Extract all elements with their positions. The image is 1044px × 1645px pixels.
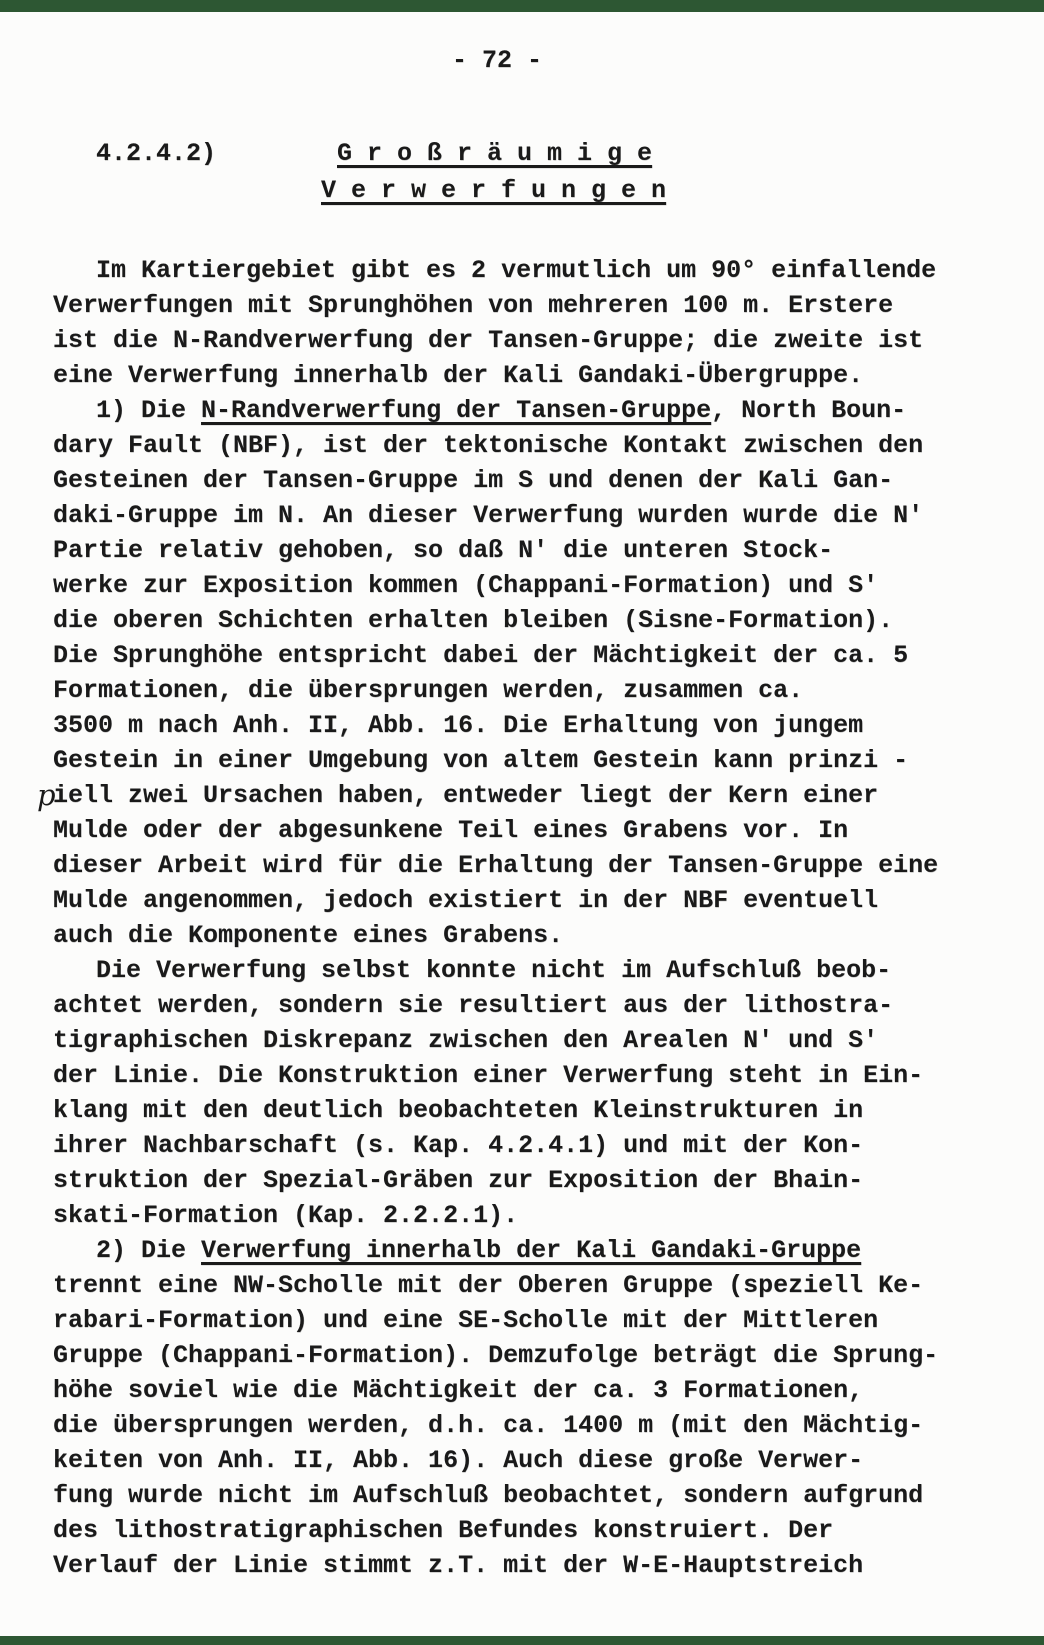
text-line: [53, 673, 1003, 708]
text-line: [53, 533, 1003, 568]
text-segment: 1) Die: [96, 396, 202, 425]
text-line: [53, 498, 1003, 533]
text-segment: die übersprungen werden, d.h. ca. 1400 m (mit den Mächtig-: [53, 1411, 924, 1440]
text-line: [53, 1198, 1003, 1233]
body-text: [37, 253, 1003, 1583]
text-line: [53, 813, 1003, 848]
text-segment: Mulde oder der abgesunkene Teil eines Grabens vor. In: [53, 816, 849, 845]
text-line: [53, 708, 1003, 743]
text-segment: achtet werden, sondern sie resultiert aus der lithostra-: [53, 991, 894, 1020]
text-line: [53, 1408, 1003, 1443]
text-segment: Partie relativ gehoben, so daß N' die unteren Stock-: [53, 536, 834, 565]
text-segment: die oberen Schichten erhalten bleiben (Sisne-Formation).: [53, 606, 894, 635]
text-segment: der Linie. Die Konstruktion einer Verwerfung steht in Ein-: [53, 1061, 924, 1090]
text-segment: höhe soviel wie die Mächtigkeit der ca. 3 Formationen,: [53, 1376, 864, 1405]
text-line: [53, 988, 1003, 1023]
section-title-line-2: [321, 173, 666, 208]
text-segment: rabari-Formation) und eine SE-Scholle mit der Mittleren: [53, 1306, 879, 1335]
text-segment: klang mit den deutlich beobachteten Kleinstrukturen in: [53, 1096, 864, 1125]
underlined-text: N-Randverwerfung der Tansen-Gruppe: [201, 396, 712, 425]
text-line: [53, 1303, 1003, 1338]
text-segment: 2) Die: [96, 1236, 202, 1265]
text-line: [53, 1093, 1003, 1128]
text-segment: des lithostratigraphischen Befundes konstruiert. Der: [53, 1516, 834, 1545]
text-line: [53, 918, 1003, 953]
text-segment: Gruppe (Chappani-Formation). Demzufolge beträgt die Sprung-: [53, 1341, 939, 1370]
text-segment: Die Verwerfung selbst konnte nicht im Aufschluß beob-: [96, 956, 892, 985]
section-title-text-2: V e r w e r f u n g e n: [321, 176, 667, 205]
text-segment: Im Kartiergebiet gibt es 2 vermutlich um 90° einfallende: [96, 256, 937, 285]
text-segment: keiten von Anh. II, Abb. 16). Auch diese große Verwer-: [53, 1446, 864, 1475]
underlined-text: Verwerfung innerhalb der Kali Gandaki-Gruppe: [201, 1236, 862, 1265]
text-line: [53, 1163, 1003, 1198]
section-number: 4.2.4.2): [96, 139, 217, 168]
text-segment: trennt eine NW-Scholle mit der Oberen Gruppe (speziell Ke-: [53, 1271, 924, 1300]
text-line: [53, 953, 1003, 988]
text-line: [53, 568, 1003, 603]
text-segment: eine Verwerfung innerhalb der Kali Gandaki-Übergruppe.: [53, 361, 864, 390]
text-segment: ist die N-Randverwerfung der Tansen-Gruppe; die zweite ist: [53, 326, 924, 355]
text-line: [53, 1338, 1003, 1373]
text-segment: Formationen, die übersprungen werden, zusammen ca.: [53, 676, 804, 705]
text-line: [53, 1548, 1003, 1583]
text-line: [53, 1443, 1003, 1478]
text-segment: , North Boun-: [711, 396, 907, 425]
text-segment: tigraphischen Diskrepanz zwischen den Arealen N' und S': [53, 1026, 879, 1055]
text-segment: struktion der Spezial-Gräben zur Exposition der Bhain-: [53, 1166, 864, 1195]
text-segment: Verlauf der Linie stimmt z.T. mit der W-E-Hauptstreich: [53, 1551, 864, 1580]
text-line: [53, 1478, 1003, 1513]
text-line: [53, 848, 1003, 883]
text-segment: Gesteinen der Tansen-Gruppe im S und denen der Kali Gan-: [53, 466, 894, 495]
text-segment: iell zwei Ursachen haben, entweder liegt der Kern einer: [53, 781, 879, 810]
text-line: [53, 638, 1003, 673]
text-segment: Die Sprunghöhe entspricht dabei der Mächtigkeit der ca. 5: [53, 641, 909, 670]
text-segment: daki-Gruppe im N. An dieser Verwerfung wurden wurde die N': [53, 501, 924, 530]
text-line: [53, 393, 1003, 428]
text-segment: dieser Arbeit wird für die Erhaltung der Tansen-Gruppe eine: [53, 851, 939, 880]
text-line: [53, 1023, 1003, 1058]
text-segment: Gestein in einer Umgebung von altem Gestein kann prinzi -: [53, 746, 909, 775]
text-line: [53, 1268, 1003, 1303]
text-segment: fung wurde nicht im Aufschluß beobachtet, sondern aufgrund: [53, 1481, 924, 1510]
scan-edge-bar-bottom: [0, 1636, 1044, 1645]
text-line: [53, 883, 1003, 918]
text-segment: ihrer Nachbarschaft (s. Kap. 4.2.4.1) und mit der Kon-: [53, 1131, 864, 1160]
text-line: [53, 288, 1003, 323]
text-line: [53, 743, 1003, 778]
text-line: [53, 428, 1003, 463]
text-segment: Mulde angenommen, jedoch existiert in der NBF eventuell: [53, 886, 879, 915]
section-title-text-1: G r o ß r ä u m i g e: [337, 139, 653, 168]
section-title-line-1: [337, 136, 652, 171]
text-segment: 3500 m nach Anh. II, Abb. 16. Die Erhaltung von jungem: [53, 711, 864, 740]
text-line: [53, 463, 1003, 498]
page-number: - 72 -: [452, 46, 543, 75]
text-line: [37, 778, 1003, 813]
text-line: [53, 1513, 1003, 1548]
text-line: [53, 1373, 1003, 1408]
text-segment: dary Fault (NBF), ist der tektonische Kontakt zwischen den: [53, 431, 924, 460]
text-segment: Verwerfungen mit Sprunghöhen von mehreren 100 m. Erstere: [53, 291, 894, 320]
text-segment: werke zur Exposition kommen (Chappani-Formation) und S': [53, 571, 879, 600]
scan-edge-bar-top: [0, 0, 1044, 12]
text-line: [53, 358, 1003, 393]
text-line: [53, 323, 1003, 358]
text-line: [53, 603, 1003, 638]
text-line: [53, 1058, 1003, 1093]
handwritten-letter-p: p: [37, 778, 56, 812]
text-segment: skati-Formation (Kap. 2.2.2.1).: [53, 1201, 519, 1230]
text-segment: auch die Komponente eines Grabens.: [53, 921, 564, 950]
text-line: [53, 1128, 1003, 1163]
text-line: [53, 1233, 1003, 1268]
text-line: [53, 253, 1003, 288]
